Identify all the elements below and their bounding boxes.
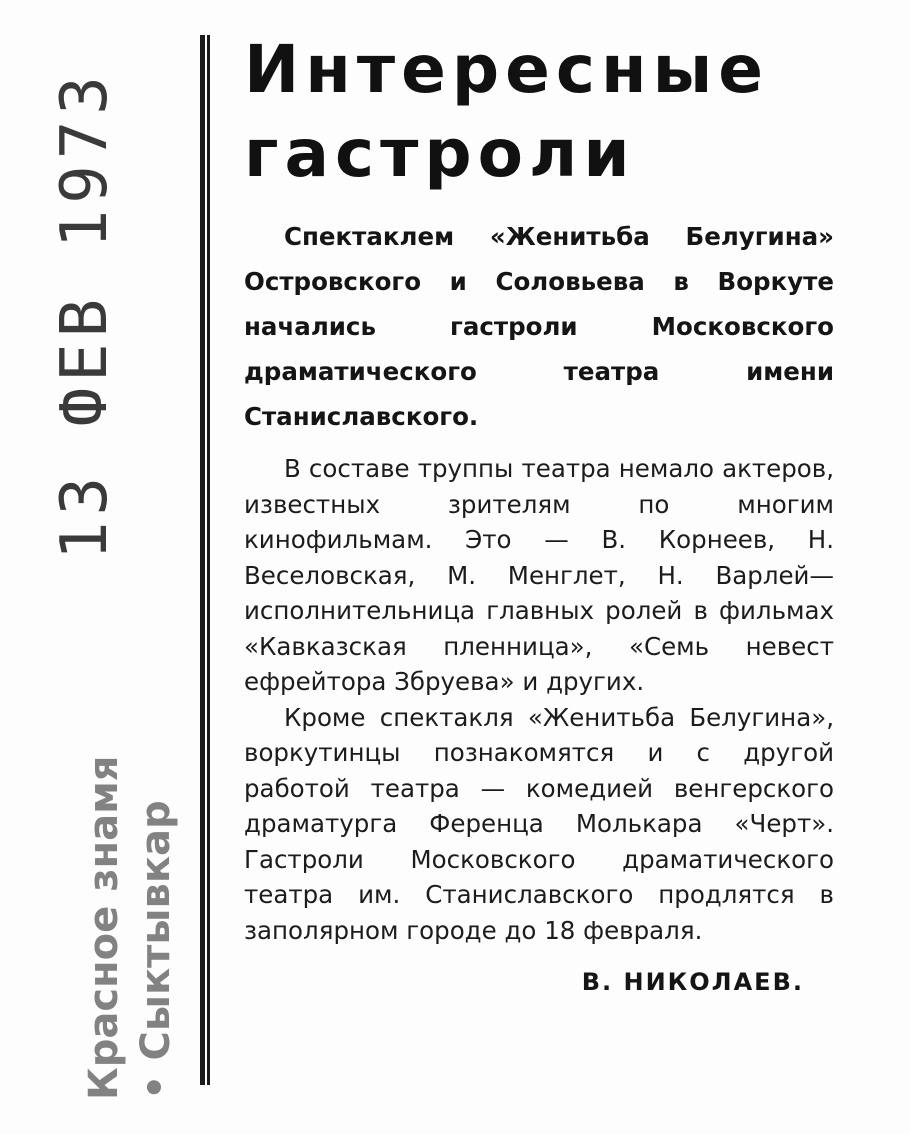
article	[244, 28, 834, 996]
article-paragraph: В составе труппы театра немало актеров, известных зрителям по многим кинофильмам. Это — В. Корнеев, Н. Веселовская, М. Менглет, Н. Варлей—исполнительница главных ролей в фильмах «Кавказская пленница», «Семь невест ефрейтора Збруева» и других.	[244, 454, 834, 696]
headline-line-2: гастроли	[244, 115, 636, 192]
newspaper-city: • Сыктывкар	[133, 800, 179, 1100]
author-signature: В. НИКОЛАЕВ.	[581, 968, 804, 996]
article-headline	[244, 28, 834, 196]
column-divider	[200, 35, 210, 1085]
article-lead: Спектаклем «Женитьба Белугина» Островского и Соловьева в Воркуте начались гастроли Московского драматического театра имени Станиславского.	[244, 222, 834, 431]
date-stamp: 13 ФЕВ 1973	[48, 70, 122, 560]
article-paragraph: Кроме спектакля «Женитьба Белугина», воркутинцы познакомятся и с другой работой театра — комедией венгерского драматурга Ференца Молькара «Черт». Гастроли Московского драматического театра им. Станиславского продлятся в заполярном городе до 18 февраля.	[244, 702, 834, 945]
newspaper-name: Красное знамя	[81, 755, 127, 1100]
newspaper-stamp	[78, 756, 182, 1100]
headline-line-1: Интересные	[244, 31, 770, 108]
